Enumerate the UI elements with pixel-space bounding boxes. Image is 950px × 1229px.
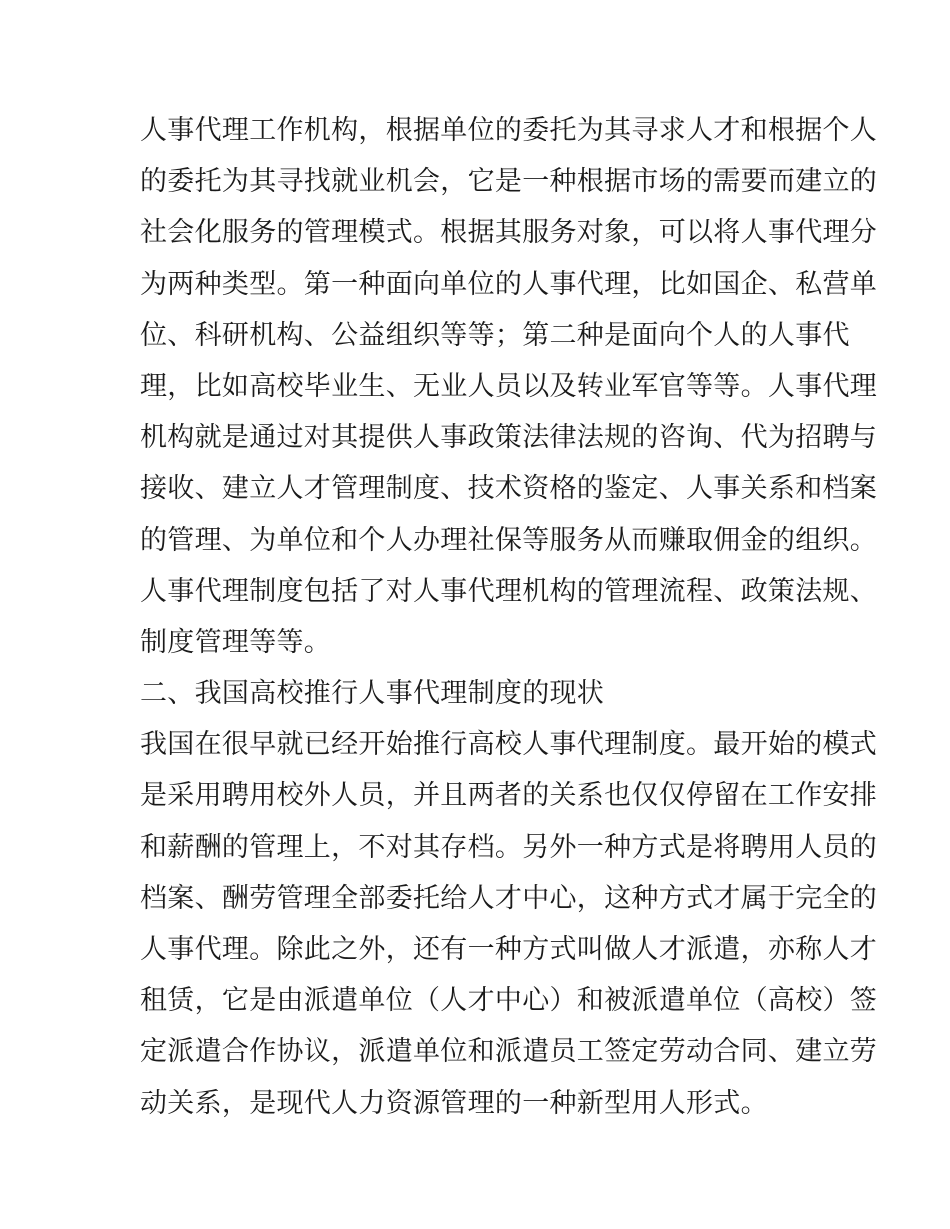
text-line: 位、科研机构、公益组织等等；第二种是面向个人的人事代 (140, 319, 850, 351)
text-line: 社会化服务的管理模式。根据其服务对象，可以将人事代理分 (140, 217, 878, 249)
text-line: 是采用聘用校外人员，并且两者的关系也仅仅停留在工作安排 (140, 780, 878, 812)
section-heading: 二、我国高校推行人事代理制度的现状 (140, 678, 605, 710)
text-line: 租赁，它是由派遣单位（人才中心）和被派遣单位（高校）签 (140, 985, 878, 1017)
text-line: 定派遣合作协议，派遣单位和派遣员工签定劳动合同、建立劳 (140, 1036, 878, 1068)
text-line: 和薪酬的管理上，不对其存档。另外一种方式是将聘用人员的 (140, 831, 878, 863)
text-line: 我国在很早就已经开始推行高校人事代理制度。最开始的模式 (140, 729, 878, 761)
text-line: 制度管理等等。 (140, 626, 332, 658)
text-line: 机构就是通过对其提供人事政策法律法规的咨询、代为招聘与 (140, 422, 878, 454)
body-text (140, 105, 878, 1129)
text-line: 动关系，是现代人力资源管理的一种新型用人形式。 (140, 1087, 768, 1119)
text-line: 档案、酬劳管理全部委托给人才中心，这种方式才属于完全的 (140, 882, 878, 914)
text-line: 的委托为其寻找就业机会，它是一种根据市场的需要而建立的 (140, 166, 878, 198)
text-line: 人事代理。除此之外，还有一种方式叫做人才派遣，亦称人才 (140, 934, 878, 965)
text-line: 的管理、为单位和个人办理社保等服务从而赚取佣金的组织。 (140, 524, 878, 556)
text-line: 为两种类型。第一种面向单位的人事代理，比如国企、私营单 (140, 268, 878, 300)
text-line: 人事代理工作机构，根据单位的委托为其寻求人才和根据个人 (140, 115, 878, 146)
text-line: 理，比如高校毕业生、无业人员以及转业军官等等。人事代理 (140, 370, 878, 402)
text-line: 接收、建立人才管理制度、技术资格的鉴定、人事关系和档案 (140, 473, 878, 505)
text-line: 人事代理制度包括了对人事代理机构的管理流程、政策法规、 (140, 575, 878, 607)
